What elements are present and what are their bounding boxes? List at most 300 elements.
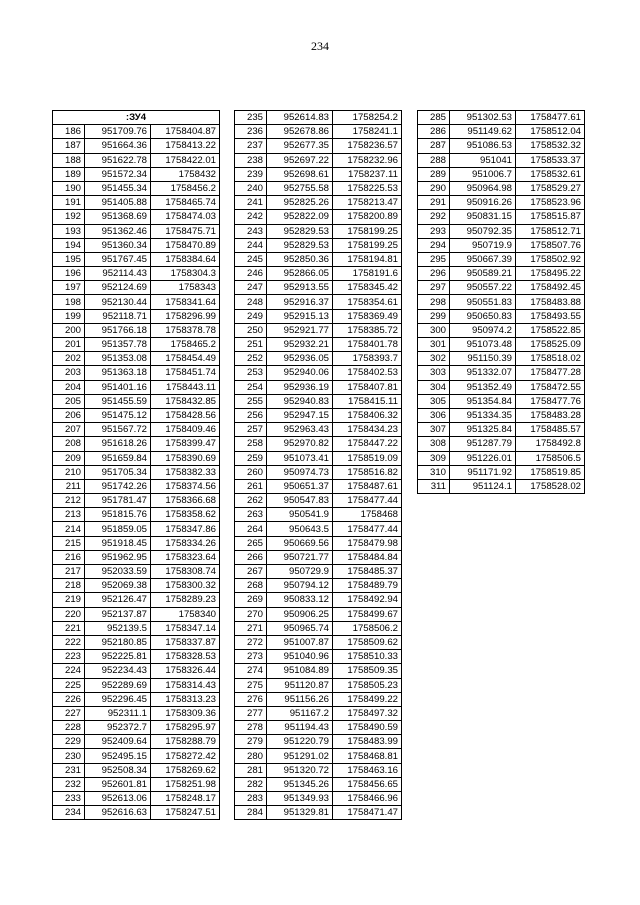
x-coordinate-cell: 952311.1 — [85, 706, 151, 720]
y-coordinate-cell: 1758492.8 — [516, 437, 585, 451]
x-coordinate-cell: 952913.55 — [267, 281, 333, 295]
y-coordinate-cell: 1758523.96 — [516, 196, 585, 210]
point-number-cell: 255 — [235, 394, 267, 408]
point-number-cell: 198 — [53, 295, 85, 309]
y-coordinate-cell: 1758510.33 — [333, 650, 402, 664]
point-number-cell: 186 — [53, 125, 85, 139]
point-number-cell: 265 — [235, 536, 267, 550]
point-number-cell: 251 — [235, 338, 267, 352]
x-coordinate-cell: 952932.21 — [267, 338, 333, 352]
point-number-cell: 237 — [235, 139, 267, 153]
table-row — [418, 125, 585, 139]
x-coordinate-cell: 952822.09 — [267, 210, 333, 224]
y-coordinate-cell: 1758528.02 — [516, 479, 585, 493]
x-coordinate-cell: 951084.89 — [267, 664, 333, 678]
x-coordinate-cell: 951455.34 — [85, 181, 151, 195]
point-number-cell: 264 — [235, 522, 267, 536]
x-coordinate-cell: 952614.83 — [267, 111, 333, 125]
table-row — [53, 635, 220, 649]
x-coordinate-cell: 952613.06 — [85, 792, 151, 806]
table-row — [418, 338, 585, 352]
y-coordinate-cell: 1758236.57 — [333, 139, 402, 153]
point-number-cell: 199 — [53, 309, 85, 323]
table-row — [53, 167, 220, 181]
x-coordinate-cell: 950557.22 — [450, 281, 516, 295]
point-number-cell: 219 — [53, 593, 85, 607]
y-coordinate-cell: 1758314.43 — [151, 678, 220, 692]
table-row — [53, 437, 220, 451]
x-coordinate-cell: 952289.69 — [85, 678, 151, 692]
table-row — [53, 536, 220, 550]
y-coordinate-cell: 1758502.92 — [516, 252, 585, 266]
point-number-cell: 217 — [53, 565, 85, 579]
point-number-cell: 191 — [53, 196, 85, 210]
x-coordinate-cell: 951007.87 — [267, 635, 333, 649]
point-number-cell: 204 — [53, 380, 85, 394]
y-coordinate-cell: 1758401.78 — [333, 338, 402, 352]
table-row — [235, 380, 402, 394]
x-coordinate-cell: 951742.26 — [85, 479, 151, 493]
x-coordinate-cell: 952940.06 — [267, 366, 333, 380]
point-number-cell: 215 — [53, 536, 85, 550]
x-coordinate-cell: 950541.9 — [267, 508, 333, 522]
point-number-cell: 278 — [235, 721, 267, 735]
table-row — [418, 252, 585, 266]
y-coordinate-cell: 1758506.5 — [516, 451, 585, 465]
x-coordinate-cell: 951041 — [450, 153, 516, 167]
table-row — [235, 479, 402, 493]
x-coordinate-cell: 951572.34 — [85, 167, 151, 181]
table-row — [235, 664, 402, 678]
point-number-cell: 294 — [418, 238, 450, 252]
y-coordinate-cell: 1758518.02 — [516, 352, 585, 366]
table-row — [53, 777, 220, 791]
table-row — [53, 224, 220, 238]
x-coordinate-cell: 951325.84 — [450, 423, 516, 437]
table-row — [235, 749, 402, 763]
point-number-cell: 226 — [53, 692, 85, 706]
x-coordinate-cell: 951664.36 — [85, 139, 151, 153]
y-coordinate-cell: 1758354.61 — [333, 295, 402, 309]
y-coordinate-cell: 1758295.97 — [151, 721, 220, 735]
table-row — [53, 394, 220, 408]
x-coordinate-cell: 952137.87 — [85, 607, 151, 621]
y-coordinate-cell: 1758323.64 — [151, 550, 220, 564]
y-coordinate-cell: 1758313.23 — [151, 692, 220, 706]
table-row — [418, 423, 585, 437]
table-row — [53, 579, 220, 593]
x-coordinate-cell: 951345.26 — [267, 777, 333, 791]
table-row — [53, 139, 220, 153]
table-row — [53, 125, 220, 139]
point-number-cell: 211 — [53, 479, 85, 493]
point-number-cell: 302 — [418, 352, 450, 366]
y-coordinate-cell: 1758402.53 — [333, 366, 402, 380]
table-row — [235, 238, 402, 252]
x-coordinate-cell: 951291.02 — [267, 749, 333, 763]
table-row — [235, 252, 402, 266]
point-number-cell: 221 — [53, 621, 85, 635]
table-row — [53, 479, 220, 493]
y-coordinate-cell: 1758337.87 — [151, 635, 220, 649]
table-row — [418, 437, 585, 451]
table-row — [53, 281, 220, 295]
x-coordinate-cell: 951962.95 — [85, 550, 151, 564]
x-coordinate-cell: 951368.69 — [85, 210, 151, 224]
table-row — [235, 792, 402, 806]
point-number-cell: 299 — [418, 309, 450, 323]
point-number-cell: 284 — [235, 806, 267, 820]
point-number-cell: 266 — [235, 550, 267, 564]
table-row — [235, 508, 402, 522]
table-row — [53, 451, 220, 465]
table-row — [235, 565, 402, 579]
x-coordinate-cell: 952130.44 — [85, 295, 151, 309]
point-number-cell: 293 — [418, 224, 450, 238]
x-coordinate-cell: 951859.05 — [85, 522, 151, 536]
point-number-cell: 300 — [418, 323, 450, 337]
point-number-cell: 306 — [418, 408, 450, 422]
point-number-cell: 263 — [235, 508, 267, 522]
table-row — [53, 550, 220, 564]
table-row — [418, 380, 585, 394]
x-coordinate-cell: 951352.49 — [450, 380, 516, 394]
x-coordinate-cell: 952372.7 — [85, 721, 151, 735]
table-row — [418, 111, 585, 125]
point-number-cell: 259 — [235, 451, 267, 465]
y-coordinate-cell: 1758492.45 — [516, 281, 585, 295]
y-coordinate-cell: 1758399.47 — [151, 437, 220, 451]
point-number-cell: 303 — [418, 366, 450, 380]
table-row — [235, 621, 402, 635]
x-coordinate-cell: 951220.79 — [267, 735, 333, 749]
x-coordinate-cell: 951363.18 — [85, 366, 151, 380]
y-coordinate-cell: 1758254.2 — [333, 111, 402, 125]
y-coordinate-cell: 1758304.3 — [151, 267, 220, 281]
point-number-cell: 235 — [235, 111, 267, 125]
table-row — [418, 408, 585, 422]
y-coordinate-cell: 1758248.17 — [151, 792, 220, 806]
table-row — [235, 224, 402, 238]
x-coordinate-cell: 951766.18 — [85, 323, 151, 337]
table-row — [53, 252, 220, 266]
y-coordinate-cell: 1758477.61 — [516, 111, 585, 125]
y-coordinate-cell: 1758247.51 — [151, 806, 220, 820]
table-row — [53, 210, 220, 224]
table-row — [235, 494, 402, 508]
x-coordinate-cell: 950721.77 — [267, 550, 333, 564]
point-number-cell: 249 — [235, 309, 267, 323]
table-row — [235, 607, 402, 621]
x-coordinate-cell: 951709.76 — [85, 125, 151, 139]
x-coordinate-cell: 951405.88 — [85, 196, 151, 210]
point-number-cell: 307 — [418, 423, 450, 437]
y-coordinate-cell: 1758483.28 — [516, 408, 585, 422]
y-coordinate-cell: 1758340 — [151, 607, 220, 621]
x-coordinate-cell: 950667.39 — [450, 252, 516, 266]
x-coordinate-cell: 950964.98 — [450, 181, 516, 195]
x-coordinate-cell: 952601.81 — [85, 777, 151, 791]
point-number-cell: 218 — [53, 579, 85, 593]
x-coordinate-cell: 950833.12 — [267, 593, 333, 607]
y-coordinate-cell: 1758232.96 — [333, 153, 402, 167]
y-coordinate-cell: 1758499.67 — [333, 607, 402, 621]
y-coordinate-cell: 1758474.03 — [151, 210, 220, 224]
y-coordinate-cell: 1758428.56 — [151, 408, 220, 422]
table-row — [53, 792, 220, 806]
point-number-cell: 210 — [53, 465, 85, 479]
x-coordinate-cell: 951767.45 — [85, 252, 151, 266]
table-row — [235, 267, 402, 281]
point-number-cell: 200 — [53, 323, 85, 337]
x-coordinate-cell: 952495.15 — [85, 749, 151, 763]
x-coordinate-cell: 951194.43 — [267, 721, 333, 735]
y-coordinate-cell: 1758483.88 — [516, 295, 585, 309]
table-row — [53, 607, 220, 621]
point-number-cell: 206 — [53, 408, 85, 422]
point-number-cell: 202 — [53, 352, 85, 366]
y-coordinate-cell: 1758406.32 — [333, 408, 402, 422]
y-coordinate-cell: 1758516.82 — [333, 465, 402, 479]
x-coordinate-cell: 950651.37 — [267, 479, 333, 493]
x-coordinate-cell: 951320.72 — [267, 763, 333, 777]
coordinates-table-2 — [234, 110, 402, 820]
y-coordinate-cell: 1758472.55 — [516, 380, 585, 394]
table-row — [53, 238, 220, 252]
table-row — [53, 423, 220, 437]
point-number-cell: 281 — [235, 763, 267, 777]
point-number-cell: 256 — [235, 408, 267, 422]
table-row — [235, 465, 402, 479]
table-row — [235, 408, 402, 422]
point-number-cell: 301 — [418, 338, 450, 352]
table-row — [418, 479, 585, 493]
table-row — [235, 295, 402, 309]
x-coordinate-cell: 952970.82 — [267, 437, 333, 451]
y-coordinate-cell: 1758199.25 — [333, 224, 402, 238]
point-number-cell: 222 — [53, 635, 85, 649]
point-number-cell: 268 — [235, 579, 267, 593]
y-coordinate-cell: 1758251.98 — [151, 777, 220, 791]
point-number-cell: 305 — [418, 394, 450, 408]
x-coordinate-cell: 951705.34 — [85, 465, 151, 479]
y-coordinate-cell: 1758347.14 — [151, 621, 220, 635]
y-coordinate-cell: 1758466.96 — [333, 792, 402, 806]
x-coordinate-cell: 951918.45 — [85, 536, 151, 550]
y-coordinate-cell: 1758483.99 — [333, 735, 402, 749]
table-row — [235, 423, 402, 437]
point-number-cell: 275 — [235, 678, 267, 692]
y-coordinate-cell: 1758525.09 — [516, 338, 585, 352]
y-coordinate-cell: 1758393.7 — [333, 352, 402, 366]
x-coordinate-cell: 950669.56 — [267, 536, 333, 550]
y-coordinate-cell: 1758300.32 — [151, 579, 220, 593]
y-coordinate-cell: 1758269.62 — [151, 763, 220, 777]
x-coordinate-cell: 951226.01 — [450, 451, 516, 465]
point-number-cell: 208 — [53, 437, 85, 451]
table-row — [53, 678, 220, 692]
x-coordinate-cell: 951149.62 — [450, 125, 516, 139]
table-row — [418, 281, 585, 295]
x-coordinate-cell: 952921.77 — [267, 323, 333, 337]
table-row — [53, 380, 220, 394]
x-coordinate-cell: 951357.78 — [85, 338, 151, 352]
x-coordinate-cell: 952947.15 — [267, 408, 333, 422]
table-row — [418, 323, 585, 337]
y-coordinate-cell: 1758477.76 — [516, 394, 585, 408]
x-coordinate-cell: 952234.43 — [85, 664, 151, 678]
x-coordinate-cell: 952180.85 — [85, 635, 151, 649]
point-number-cell: 236 — [235, 125, 267, 139]
table-row — [235, 366, 402, 380]
y-coordinate-cell: 1758533.37 — [516, 153, 585, 167]
table-row — [235, 536, 402, 550]
point-number-cell: 238 — [235, 153, 267, 167]
y-coordinate-cell: 1758519.85 — [516, 465, 585, 479]
point-number-cell: 254 — [235, 380, 267, 394]
table-row — [53, 366, 220, 380]
table-row — [235, 125, 402, 139]
point-number-cell: 282 — [235, 777, 267, 791]
table-row — [235, 635, 402, 649]
point-number-cell: 267 — [235, 565, 267, 579]
y-coordinate-cell: 1758382.33 — [151, 465, 220, 479]
point-number-cell: 242 — [235, 210, 267, 224]
x-coordinate-cell: 952409.64 — [85, 735, 151, 749]
point-number-cell: 232 — [53, 777, 85, 791]
table-row — [53, 295, 220, 309]
x-coordinate-cell: 951040.96 — [267, 650, 333, 664]
table-row — [53, 465, 220, 479]
y-coordinate-cell: 1758495.22 — [516, 267, 585, 281]
point-number-cell: 193 — [53, 224, 85, 238]
table-row — [235, 579, 402, 593]
x-coordinate-cell: 952866.05 — [267, 267, 333, 281]
y-coordinate-cell: 1758477.28 — [516, 366, 585, 380]
y-coordinate-cell: 1758191.6 — [333, 267, 402, 281]
y-coordinate-cell: 1758326.44 — [151, 664, 220, 678]
table-row — [235, 763, 402, 777]
y-coordinate-cell: 1758374.56 — [151, 479, 220, 493]
x-coordinate-cell: 951156.26 — [267, 692, 333, 706]
table-row — [53, 522, 220, 536]
y-coordinate-cell: 1758522.85 — [516, 323, 585, 337]
table-row — [235, 338, 402, 352]
point-number-cell: 292 — [418, 210, 450, 224]
table-row — [53, 735, 220, 749]
table-row — [235, 522, 402, 536]
y-coordinate-cell: 1758432 — [151, 167, 220, 181]
point-number-cell: 244 — [235, 238, 267, 252]
point-number-cell: 297 — [418, 281, 450, 295]
table-row — [53, 650, 220, 664]
x-coordinate-cell: 952916.37 — [267, 295, 333, 309]
x-coordinate-cell: 952698.61 — [267, 167, 333, 181]
y-coordinate-cell: 1758506.2 — [333, 621, 402, 635]
y-coordinate-cell: 1758385.72 — [333, 323, 402, 337]
point-number-cell: 253 — [235, 366, 267, 380]
y-coordinate-cell: 1758447.22 — [333, 437, 402, 451]
table-row — [418, 394, 585, 408]
point-number-cell: 304 — [418, 380, 450, 394]
y-coordinate-cell: 1758272.42 — [151, 749, 220, 763]
x-coordinate-cell: 951567.72 — [85, 423, 151, 437]
x-coordinate-cell: 951622.78 — [85, 153, 151, 167]
table-row — [235, 181, 402, 195]
point-number-cell: 295 — [418, 252, 450, 266]
point-number-cell: 308 — [418, 437, 450, 451]
x-coordinate-cell: 950589.21 — [450, 267, 516, 281]
x-coordinate-cell: 952124.69 — [85, 281, 151, 295]
point-number-cell: 245 — [235, 252, 267, 266]
y-coordinate-cell: 1758532.61 — [516, 167, 585, 181]
point-number-cell: 205 — [53, 394, 85, 408]
table-row — [53, 721, 220, 735]
x-coordinate-cell: 952825.26 — [267, 196, 333, 210]
y-coordinate-cell: 1758415.11 — [333, 394, 402, 408]
point-number-cell: 276 — [235, 692, 267, 706]
y-coordinate-cell: 1758334.26 — [151, 536, 220, 550]
table-row — [418, 238, 585, 252]
x-coordinate-cell: 951006.7 — [450, 167, 516, 181]
y-coordinate-cell: 1758341.64 — [151, 295, 220, 309]
table-row — [53, 352, 220, 366]
y-coordinate-cell: 1758470.89 — [151, 238, 220, 252]
point-number-cell: 247 — [235, 281, 267, 295]
y-coordinate-cell: 1758499.22 — [333, 692, 402, 706]
y-coordinate-cell: 1758225.53 — [333, 181, 402, 195]
table-row — [418, 139, 585, 153]
table-row — [53, 621, 220, 635]
table-row — [235, 437, 402, 451]
y-coordinate-cell: 1758347.86 — [151, 522, 220, 536]
point-number-cell: 289 — [418, 167, 450, 181]
x-coordinate-cell: 951171.92 — [450, 465, 516, 479]
y-coordinate-cell: 1758509.62 — [333, 635, 402, 649]
x-coordinate-cell: 951353.08 — [85, 352, 151, 366]
point-number-cell: 187 — [53, 139, 85, 153]
x-coordinate-cell: 952069.38 — [85, 579, 151, 593]
y-coordinate-cell: 1758465.74 — [151, 196, 220, 210]
table-row — [235, 281, 402, 295]
table-row — [53, 749, 220, 763]
y-coordinate-cell: 1758296.99 — [151, 309, 220, 323]
y-coordinate-cell: 1758479.98 — [333, 536, 402, 550]
table-row — [235, 777, 402, 791]
x-coordinate-cell: 951659.84 — [85, 451, 151, 465]
x-coordinate-cell: 950547.83 — [267, 494, 333, 508]
y-coordinate-cell: 1758289.23 — [151, 593, 220, 607]
y-coordinate-cell: 1758407.81 — [333, 380, 402, 394]
x-coordinate-cell: 952829.53 — [267, 224, 333, 238]
x-coordinate-cell: 952755.58 — [267, 181, 333, 195]
x-coordinate-cell: 951362.46 — [85, 224, 151, 238]
point-number-cell: 288 — [418, 153, 450, 167]
point-number-cell: 296 — [418, 267, 450, 281]
point-number-cell: 234 — [53, 806, 85, 820]
point-number-cell: 283 — [235, 792, 267, 806]
point-number-cell: 261 — [235, 479, 267, 493]
table-row — [53, 153, 220, 167]
y-coordinate-cell: 1758409.46 — [151, 423, 220, 437]
x-coordinate-cell: 952118.71 — [85, 309, 151, 323]
y-coordinate-cell: 1758492.94 — [333, 593, 402, 607]
table-row — [235, 196, 402, 210]
point-number-cell: 243 — [235, 224, 267, 238]
point-number-cell: 189 — [53, 167, 85, 181]
point-number-cell: 298 — [418, 295, 450, 309]
table-row — [235, 210, 402, 224]
